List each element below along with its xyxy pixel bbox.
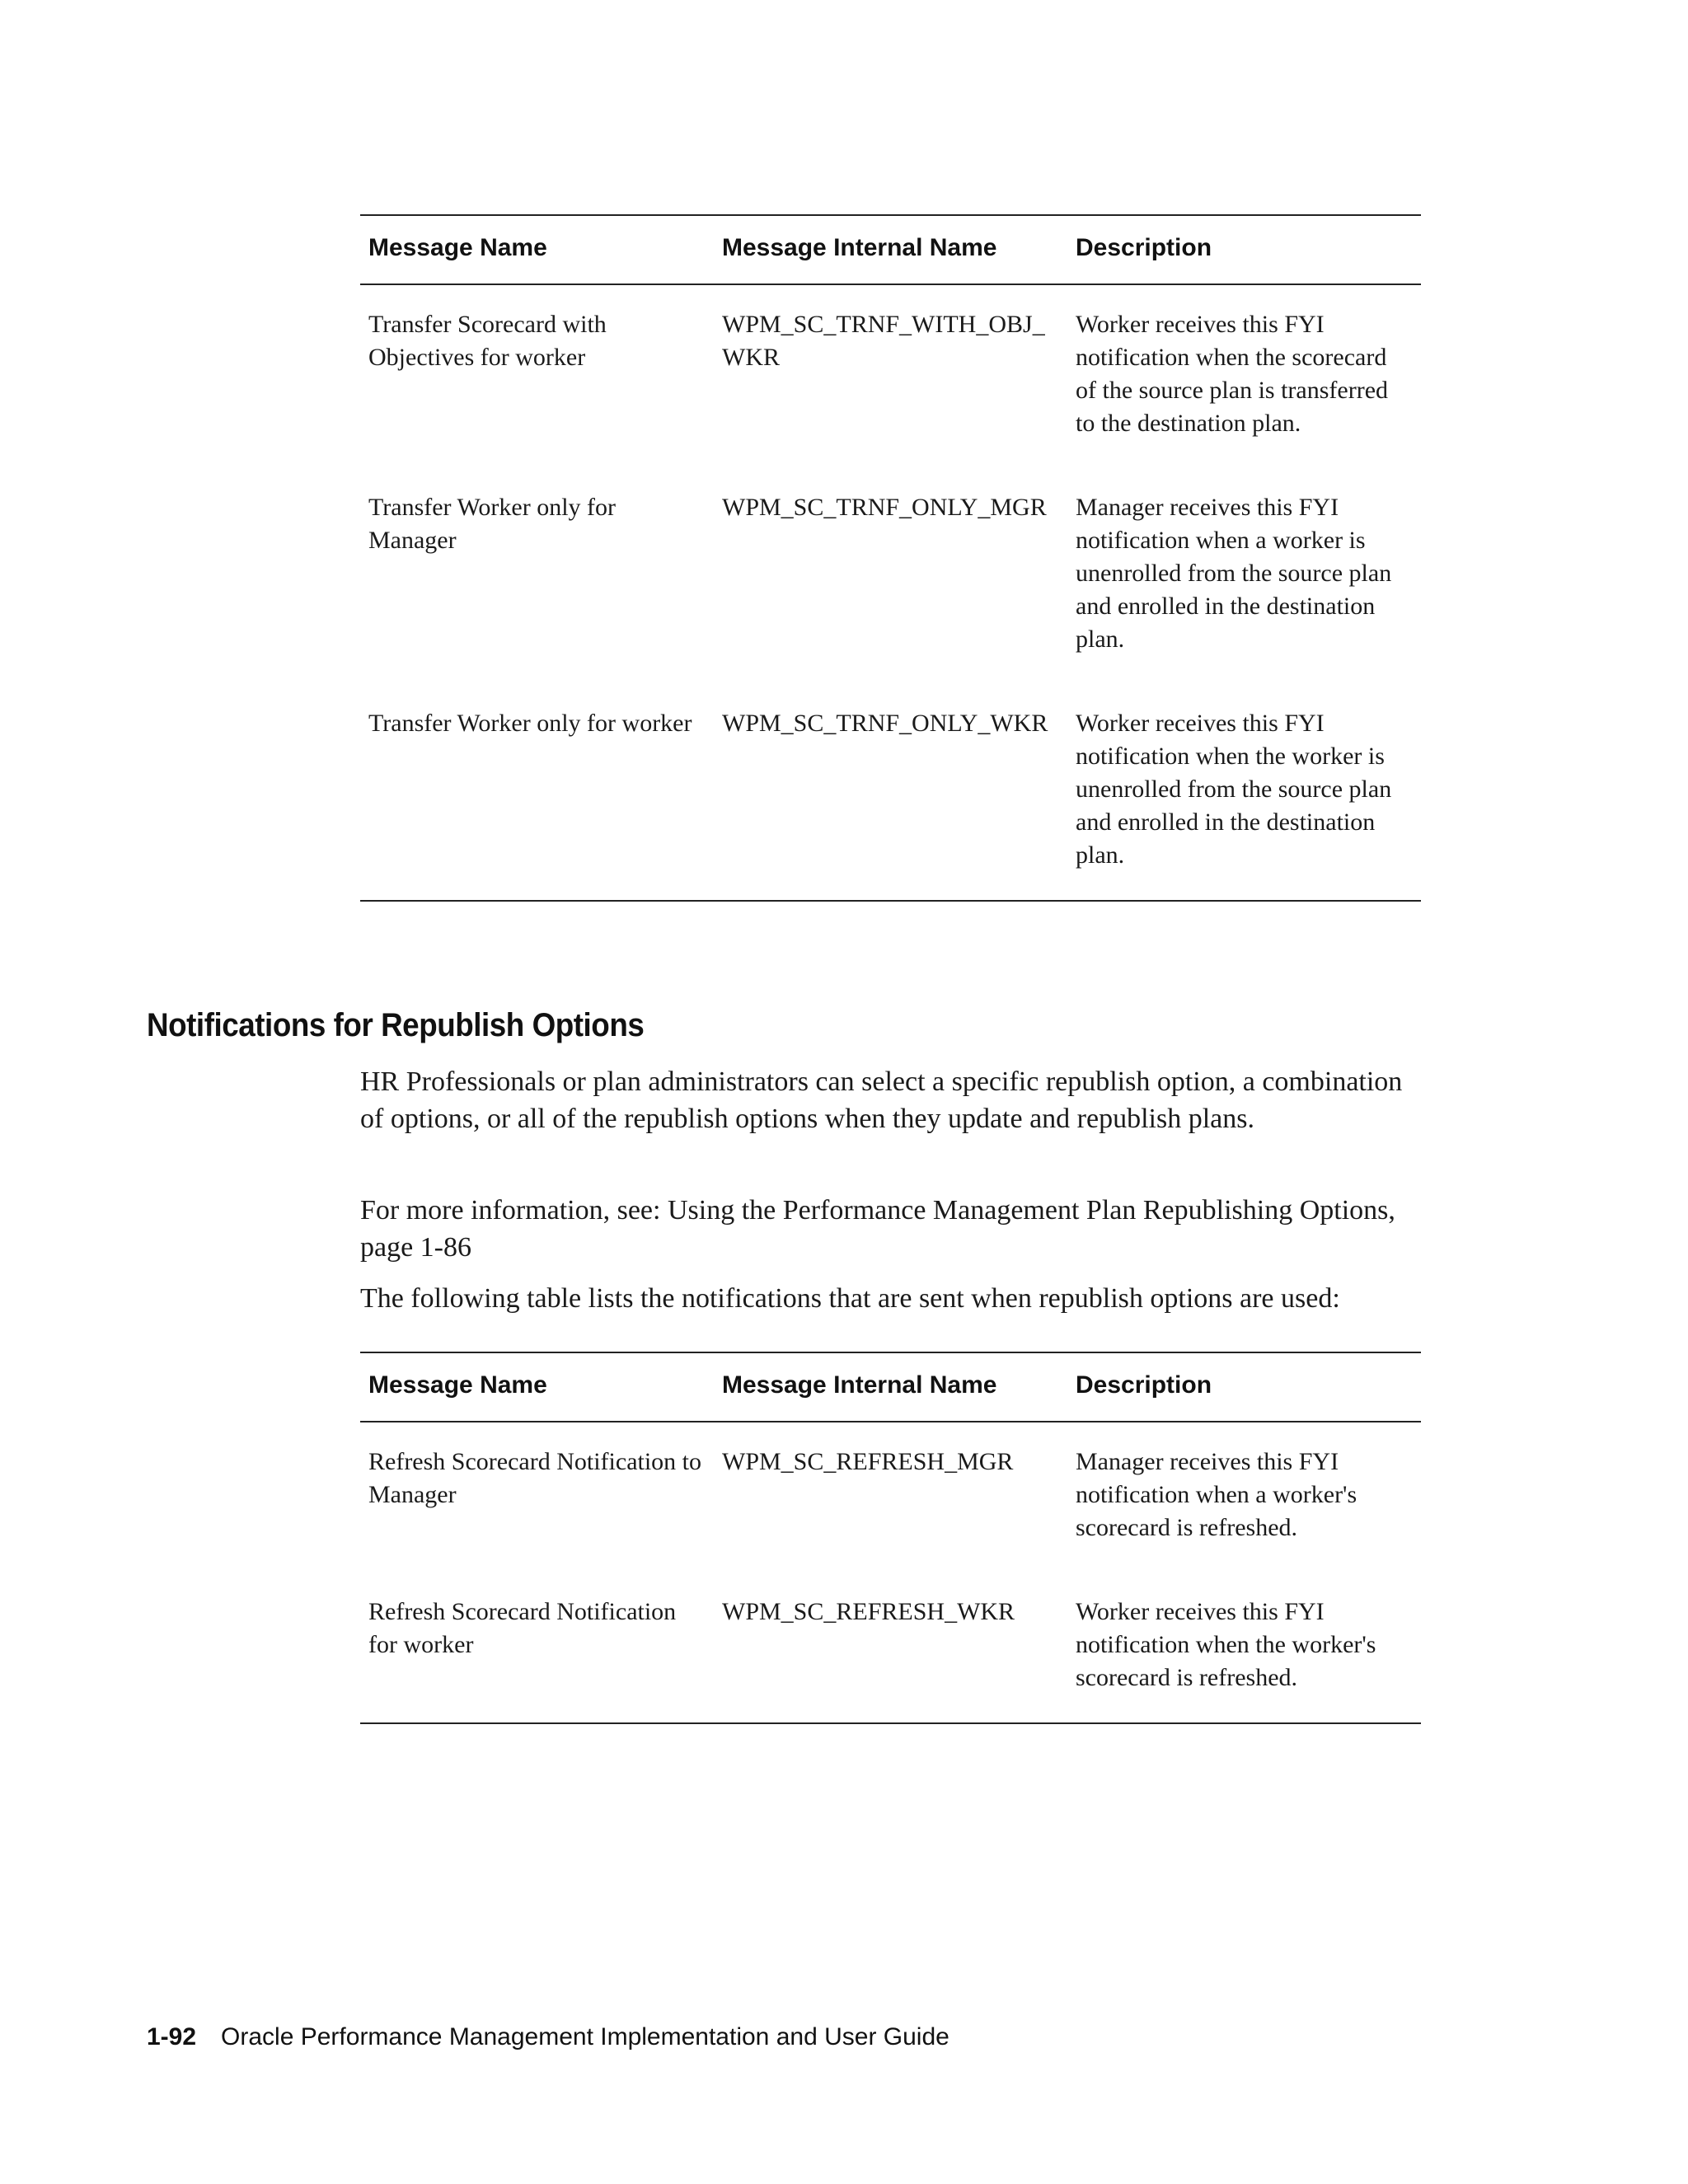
column-header-message-name: Message Name	[368, 1371, 547, 1399]
table-intro-paragraph: The following table lists the notifications that are sent when republish options are used:	[360, 1283, 1340, 1314]
page-footer	[147, 2023, 950, 2051]
section-title: Notifications for Republish Options	[147, 1007, 645, 1043]
table-row	[360, 684, 1421, 901]
internal-name-cell: WPM_SC_TRNF_ONLY_WKR	[722, 710, 1048, 737]
republish-notifications-table	[360, 1352, 1421, 1724]
description-cell: Worker receives this FYI notification when the worker is unenrolled from the source plan and enrolled in the destination plan.	[1076, 710, 1392, 869]
description-cell: Worker receives this FYI notification when the scorecard of the source plan is transferred to the destination plan.	[1076, 311, 1389, 437]
table-row	[360, 1572, 1421, 1723]
table-row	[360, 284, 1421, 468]
internal-name-cell: WPM_SC_TRNF_WITH_OBJ_WKR	[722, 311, 1045, 371]
table-row	[360, 1422, 1421, 1572]
table-row	[360, 468, 1421, 684]
column-header-description: Description	[1076, 234, 1212, 261]
description-cell: Manager receives this FYI notification when a worker's scorecard is refreshed.	[1076, 1448, 1357, 1541]
book-title: Oracle Performance Management Implementation and User Guide	[221, 2023, 950, 2050]
message-name-cell: Refresh Scorecard Notification to Manager	[368, 1448, 702, 1508]
description-cell: Worker receives this FYI notification when the worker's scorecard is refreshed.	[1076, 1598, 1376, 1691]
message-name-cell: Transfer Worker only for Manager	[368, 494, 617, 554]
intro-paragraph: HR Professionals or plan administrators can select a specific republish option, a combination of options, or all of the republish options when they update and republish plans.	[360, 1066, 1403, 1134]
message-name-cell: Transfer Worker only for worker	[368, 710, 692, 737]
table-header-row	[360, 1352, 1421, 1422]
table-header-row	[360, 215, 1421, 284]
description-cell: Manager receives this FYI notification when a worker is unenrolled from the source plan and enrolled in the destination plan.	[1076, 494, 1392, 653]
cross-reference-paragraph: For more information, see: Using the Performance Management Plan Republishing Options, page 1-86	[360, 1195, 1395, 1263]
internal-name-cell: WPM_SC_REFRESH_WKR	[722, 1598, 1015, 1625]
message-name-cell: Refresh Scorecard Notification for worker	[368, 1598, 677, 1658]
column-header-internal-name: Message Internal Name	[722, 1371, 997, 1399]
column-header-internal-name: Message Internal Name	[722, 234, 997, 261]
page-number: 1-92	[147, 2023, 197, 2050]
internal-name-cell: WPM_SC_REFRESH_MGR	[722, 1448, 1014, 1475]
column-header-message-name: Message Name	[368, 234, 547, 261]
transfer-notifications-table	[360, 214, 1421, 902]
column-header-description: Description	[1076, 1371, 1212, 1399]
internal-name-cell: WPM_SC_TRNF_ONLY_MGR	[722, 494, 1047, 521]
message-name-cell: Transfer Scorecard with Objectives for worker	[368, 311, 607, 371]
